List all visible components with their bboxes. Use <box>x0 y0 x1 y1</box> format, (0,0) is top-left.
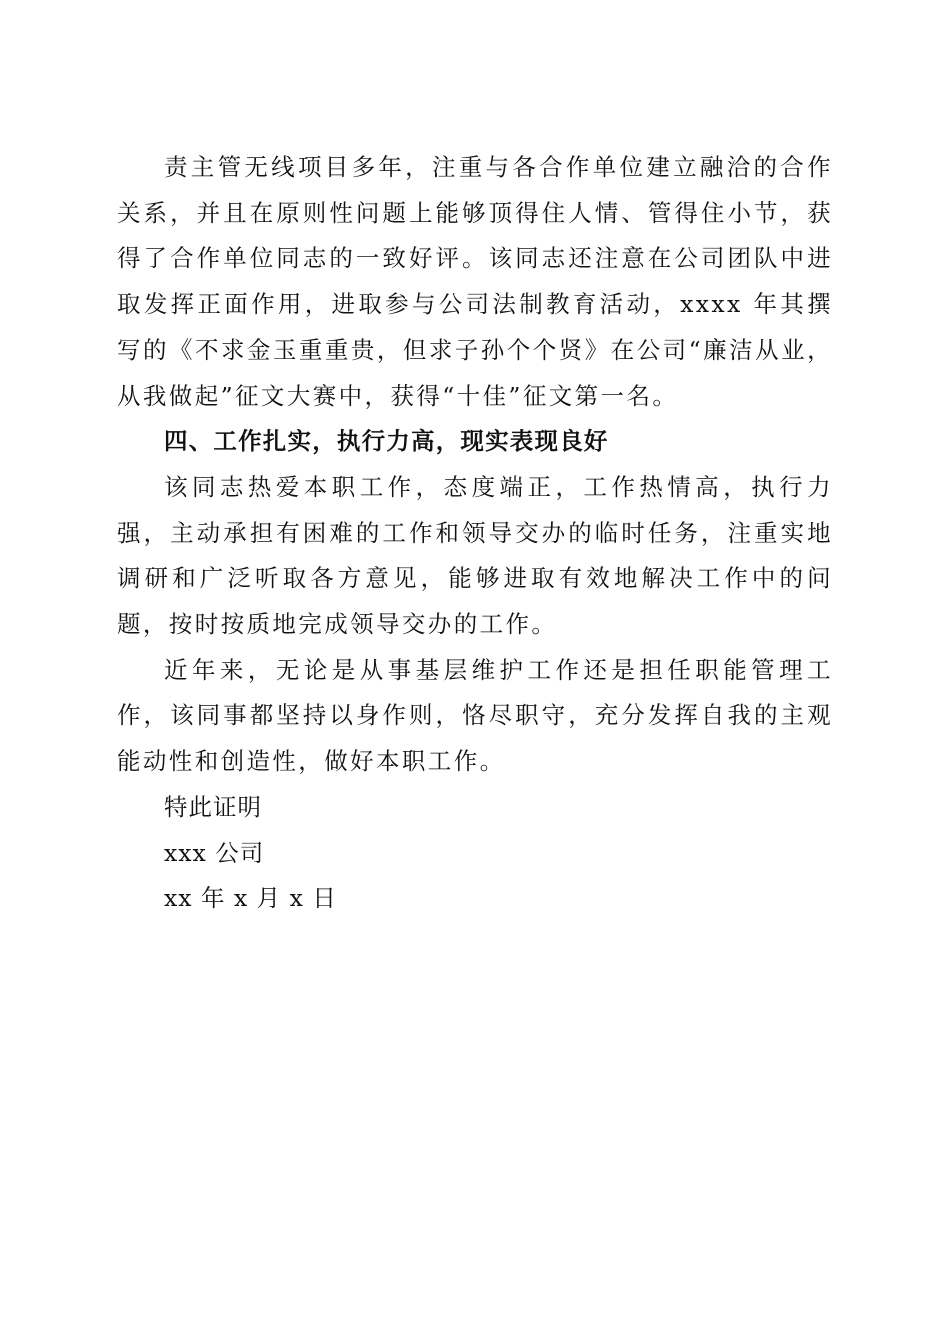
company-name: xxx 公司 <box>164 838 265 867</box>
document-date: xx 年 x 月 x 日 <box>164 884 337 913</box>
body-paragraph-3: 近年来，无论是从事基层维护工作还是担任职能管理工作，该同事都坚持以身作则，恪尽职守，充分发挥自我的主观能动性和创造性，做好本职工作。 <box>117 655 833 776</box>
body-paragraph-2: 该同志热爱本职工作，态度端正，工作热情高，执行力强，主动承担有困难的工作和领导交办的临时任务，注重实地调研和广泛听取各方意见，能够进取有效地解决工作中的问题，按时按质地完成领导交办的工作。 <box>117 472 833 639</box>
document-body <box>117 145 833 922</box>
section-heading-4: 四、工作扎实，执行力高，现实表现良好 <box>164 427 609 456</box>
closing-statement: 特此证明 <box>164 792 262 821</box>
body-paragraph-1: 责主管无线项目多年，注重与各合作单位建立融洽的合作关系，并且在原则性问题上能够顶得住人情、管得住小节，获得了合作单位同志的一致好评。该同志还注意在公司团队中进取发挥正面作用，进取参与公司法制教育活动，xxxx 年其撰写的《不求金玉重重贵，但求子孙个个贤》在公司“廉洁从业，从我做起”征文大赛中，获得“十佳”征文第一名。 <box>117 153 833 410</box>
